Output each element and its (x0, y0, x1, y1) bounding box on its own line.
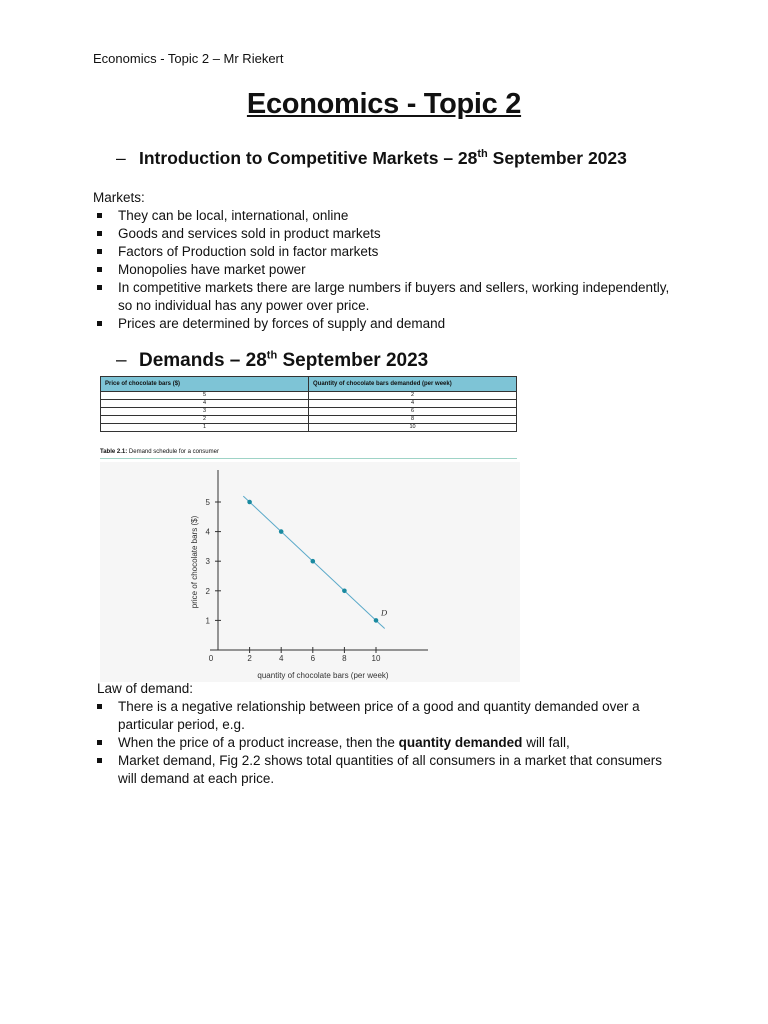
list-item: There is a negative relationship between price of a good and quantity demanded over a particular period, e.g. (93, 698, 683, 734)
x-axis-label: quantity of chocolate bars (per week) (257, 671, 389, 680)
heading-dash: – (116, 148, 126, 168)
series-group (243, 496, 388, 628)
heading-text: Introduction to Competitive Markets – 28 (139, 148, 478, 168)
list-item: Goods and services sold in product markets (93, 225, 683, 243)
list-item: In competitive markets there are large numbers if buyers and sellers, working independently, so no individual has any power over price. (93, 279, 683, 315)
heading-tail: September 2023 (487, 148, 627, 168)
list-item (93, 734, 683, 752)
item-bold: quantity demanded (398, 735, 523, 750)
table-row (101, 424, 517, 432)
x-tick-label: 4 (278, 654, 284, 663)
y-tick-label: 4 (205, 527, 210, 537)
demand-schedule-table (100, 376, 517, 432)
table-cell: 3 (101, 408, 309, 416)
heading-text: Demands – 28 (139, 350, 267, 371)
section-heading-demands (116, 350, 428, 372)
table-cell: 6 (309, 408, 517, 416)
law-list (93, 698, 683, 788)
y-tick-label: 1 (205, 616, 210, 626)
page-title: Economics - Topic 2 (246, 88, 522, 120)
y-axis-label: price of chocolate bars ($) (190, 515, 199, 609)
table-header-row (101, 377, 517, 392)
table-cell: 4 (309, 400, 517, 408)
origin-label: 0 (208, 654, 214, 663)
table-caption (100, 449, 219, 455)
data-point (279, 529, 284, 534)
caption-divider (100, 458, 517, 459)
table-row (101, 408, 517, 416)
demand-curve-chart (100, 462, 520, 684)
x-ticks (247, 647, 381, 663)
curve-label: D (381, 607, 388, 618)
list-item: Factors of Production sold in factor markets (93, 243, 683, 261)
y-ticks (206, 498, 221, 625)
y-tick-label: 2 (205, 586, 210, 596)
x-tick-label: 8 (342, 654, 347, 663)
table-cell: 2 (309, 392, 517, 400)
list-item: Monopolies have market power (93, 261, 683, 279)
table-cell: 5 (101, 392, 309, 400)
heading-tail: September 2023 (277, 350, 429, 371)
markets-label: Markets: (93, 190, 145, 205)
item-text: will fall, (522, 735, 570, 750)
caption-text: Demand schedule for a consumer (127, 449, 219, 455)
heading-sup: th (477, 148, 488, 161)
table-cell: 1 (101, 424, 309, 432)
table-row (101, 400, 517, 408)
law-label: Law of demand: (97, 681, 194, 696)
table-row (101, 392, 517, 400)
heading-dash: – (116, 350, 127, 371)
data-point (374, 618, 379, 623)
x-tick-label: 10 (371, 654, 381, 663)
y-tick-label: 5 (205, 498, 210, 507)
column-header: Price of chocolate bars ($) (101, 377, 309, 392)
data-point (342, 589, 347, 594)
table-cell: 4 (101, 400, 309, 408)
section-heading-intro (116, 148, 627, 169)
data-point (247, 500, 252, 505)
table-cell: 8 (309, 416, 517, 424)
x-tick-label: 6 (310, 654, 316, 663)
markets-list (93, 207, 683, 333)
heading-sup: th (266, 349, 278, 362)
item-text: When the price of a product increase, then the (118, 735, 399, 750)
column-header: Quantity of chocolate bars demanded (per week) (309, 377, 517, 392)
y-tick-label: 3 (205, 557, 210, 567)
list-item: They can be local, international, online (93, 207, 683, 225)
table-row (101, 416, 517, 424)
table-cell: 10 (309, 424, 517, 432)
table-cell: 2 (101, 416, 309, 424)
page-header: Economics - Topic 2 – Mr Riekert (93, 51, 284, 66)
data-point (311, 559, 316, 564)
caption-label: Table 2.1: (100, 449, 128, 455)
list-item: Market demand, Fig 2.2 shows total quantities of all consumers in a market that consumers will demand at each price. (93, 752, 683, 788)
x-tick-label: 2 (247, 654, 252, 663)
list-item: Prices are determined by forces of supply and demand (93, 315, 683, 333)
